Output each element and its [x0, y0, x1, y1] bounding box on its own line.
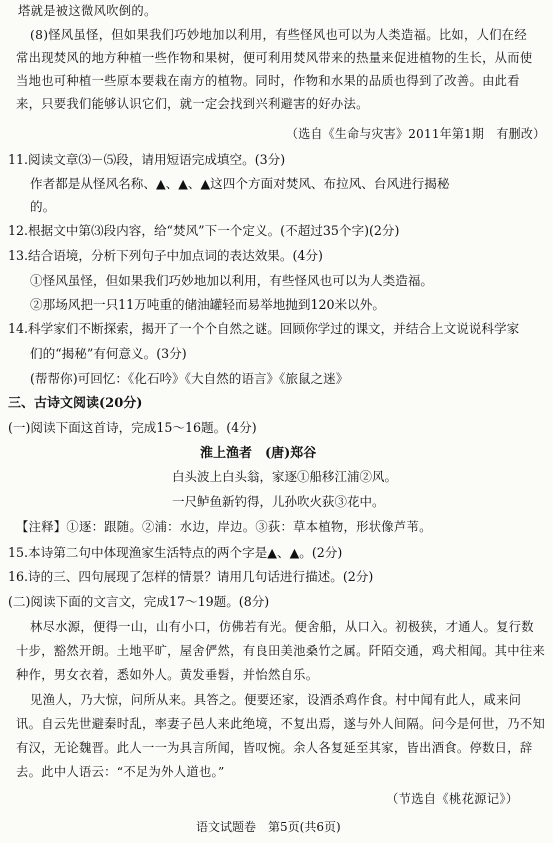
page-footer: 语文试题卷 第5页(共6页) [196, 820, 341, 834]
classical-text-line: 见渔人，乃大惊，问所从来。具答之。便要还家，设酒杀鸡作食。村中闻有此人，咸来问 [30, 693, 522, 707]
section-heading: 三、古诗文阅读(20分) [8, 396, 143, 411]
poem-notes: 【注释】①逐：跟随。②浦：水边，岸边。③荻：草本植物，形状像芦苇。 [16, 520, 432, 534]
poem-line: 一尺鲈鱼新钓得，儿孙吹火荻③花中。 [172, 494, 385, 509]
question-15: 15.本诗第二句中体现渔家生活特点的两个字是▲、▲。(2分) [8, 545, 343, 560]
passage-line: 常出现焚风的地方种植一些作物和果树，便可利用焚风带来的热量来促进植物的生长，从而使 [16, 51, 533, 65]
classical-text-line: 种作，男女衣着，悉如外人。黄发垂髫，并怡然自乐。 [16, 668, 319, 682]
question-11-body: 作者都是从怪风名称、▲、▲、▲这四个方面对焚风、布拉风、台风进行揭秘 [30, 176, 450, 191]
classical-text-line: 有汉，无论魏晋。此人一一为具言所闻，皆叹惋。余人各复延至其家，皆出酒食。停数日，辞 [16, 741, 533, 755]
passage-line: 来，只要我们能够认识它们，就一定会找到兴利避害的好办法。 [16, 97, 369, 111]
source-citation: （节选自《桃花源记》） [386, 792, 519, 806]
question-13-item: ①怪风虽怪，但如果我们巧妙地加以利用，有些怪风也可以为人类造福。 [30, 273, 433, 288]
subsection-heading: (二)阅读下面的文言文，完成17～19题。(8分) [8, 594, 270, 609]
poem-title: 淮上渔者 (唐)郑谷 [200, 446, 317, 461]
passage-line: 当地也可种植一些原本要栽在南方的植物。同时，作物和水果的品质也得到了改善。由此看 [16, 74, 520, 88]
poem-line: 白头波上白头翁，家逐①船移江浦②风。 [172, 469, 398, 484]
classical-text-line: 讯。自云先世避秦时乱，率妻子邑人来此绝境，不复出焉，遂与外人间隔。问今是何世，乃不知 [16, 717, 546, 731]
question-11-body: 的。 [30, 199, 56, 214]
question-13-item: ②那场风把一只11万吨重的储油罐轻而易举地抛到120米以外。 [30, 297, 385, 312]
question-16: 16.诗的三、四句展现了怎样的情景？请用几句话进行描述。(2分) [8, 569, 374, 584]
question-14-body: 们的“揭秘”有何意义。(3分) [30, 346, 187, 361]
classical-text-line: 十步，豁然开朗。土地平旷，屋舍俨然，有良田美池桑竹之属。阡陌交通，鸡犬相闻。其中往来 [16, 644, 546, 658]
question-13: 13.结合语境，分析下列句子中加点词的表达效果。(4分) [8, 248, 323, 263]
question-12: 12.根据文中第⑶段内容，给“焚风”下一个定义。(不超过35个字)(2分) [8, 223, 400, 238]
source-citation: （选自《生命与灾害》2011年第1期 有删改） [286, 127, 546, 141]
passage-line: 塔就是被这微风吹倒的。 [18, 4, 157, 18]
question-14: 14.科学家们不断探索，揭开了一个个自然之谜。回顾你学过的课文，并结合上文说说科学家 [8, 321, 520, 336]
classical-text-line: 去。此中人语云：“不足为外人道也。” [16, 765, 225, 779]
question-11: 11.阅读文章⑶－⑸段，请用短语完成填空。(3分) [8, 152, 286, 167]
classical-text-line: 林尽水源，便得一山，山有小口，仿佛若有光。便舍船，从口入。初极狭，才通人。复行数 [30, 620, 534, 634]
passage-line: (8)怪风虽怪，但如果我们巧妙地加以利用，有些怪风也可以为人类造福。比如，人们在经 [30, 28, 528, 42]
hint-text: (帮帮你)可回忆：《化石吟》《大自然的语言》《旅鼠之迷》 [30, 371, 349, 386]
subsection-heading: (一)阅读下面这首诗，完成15～16题。(4分) [8, 420, 257, 435]
